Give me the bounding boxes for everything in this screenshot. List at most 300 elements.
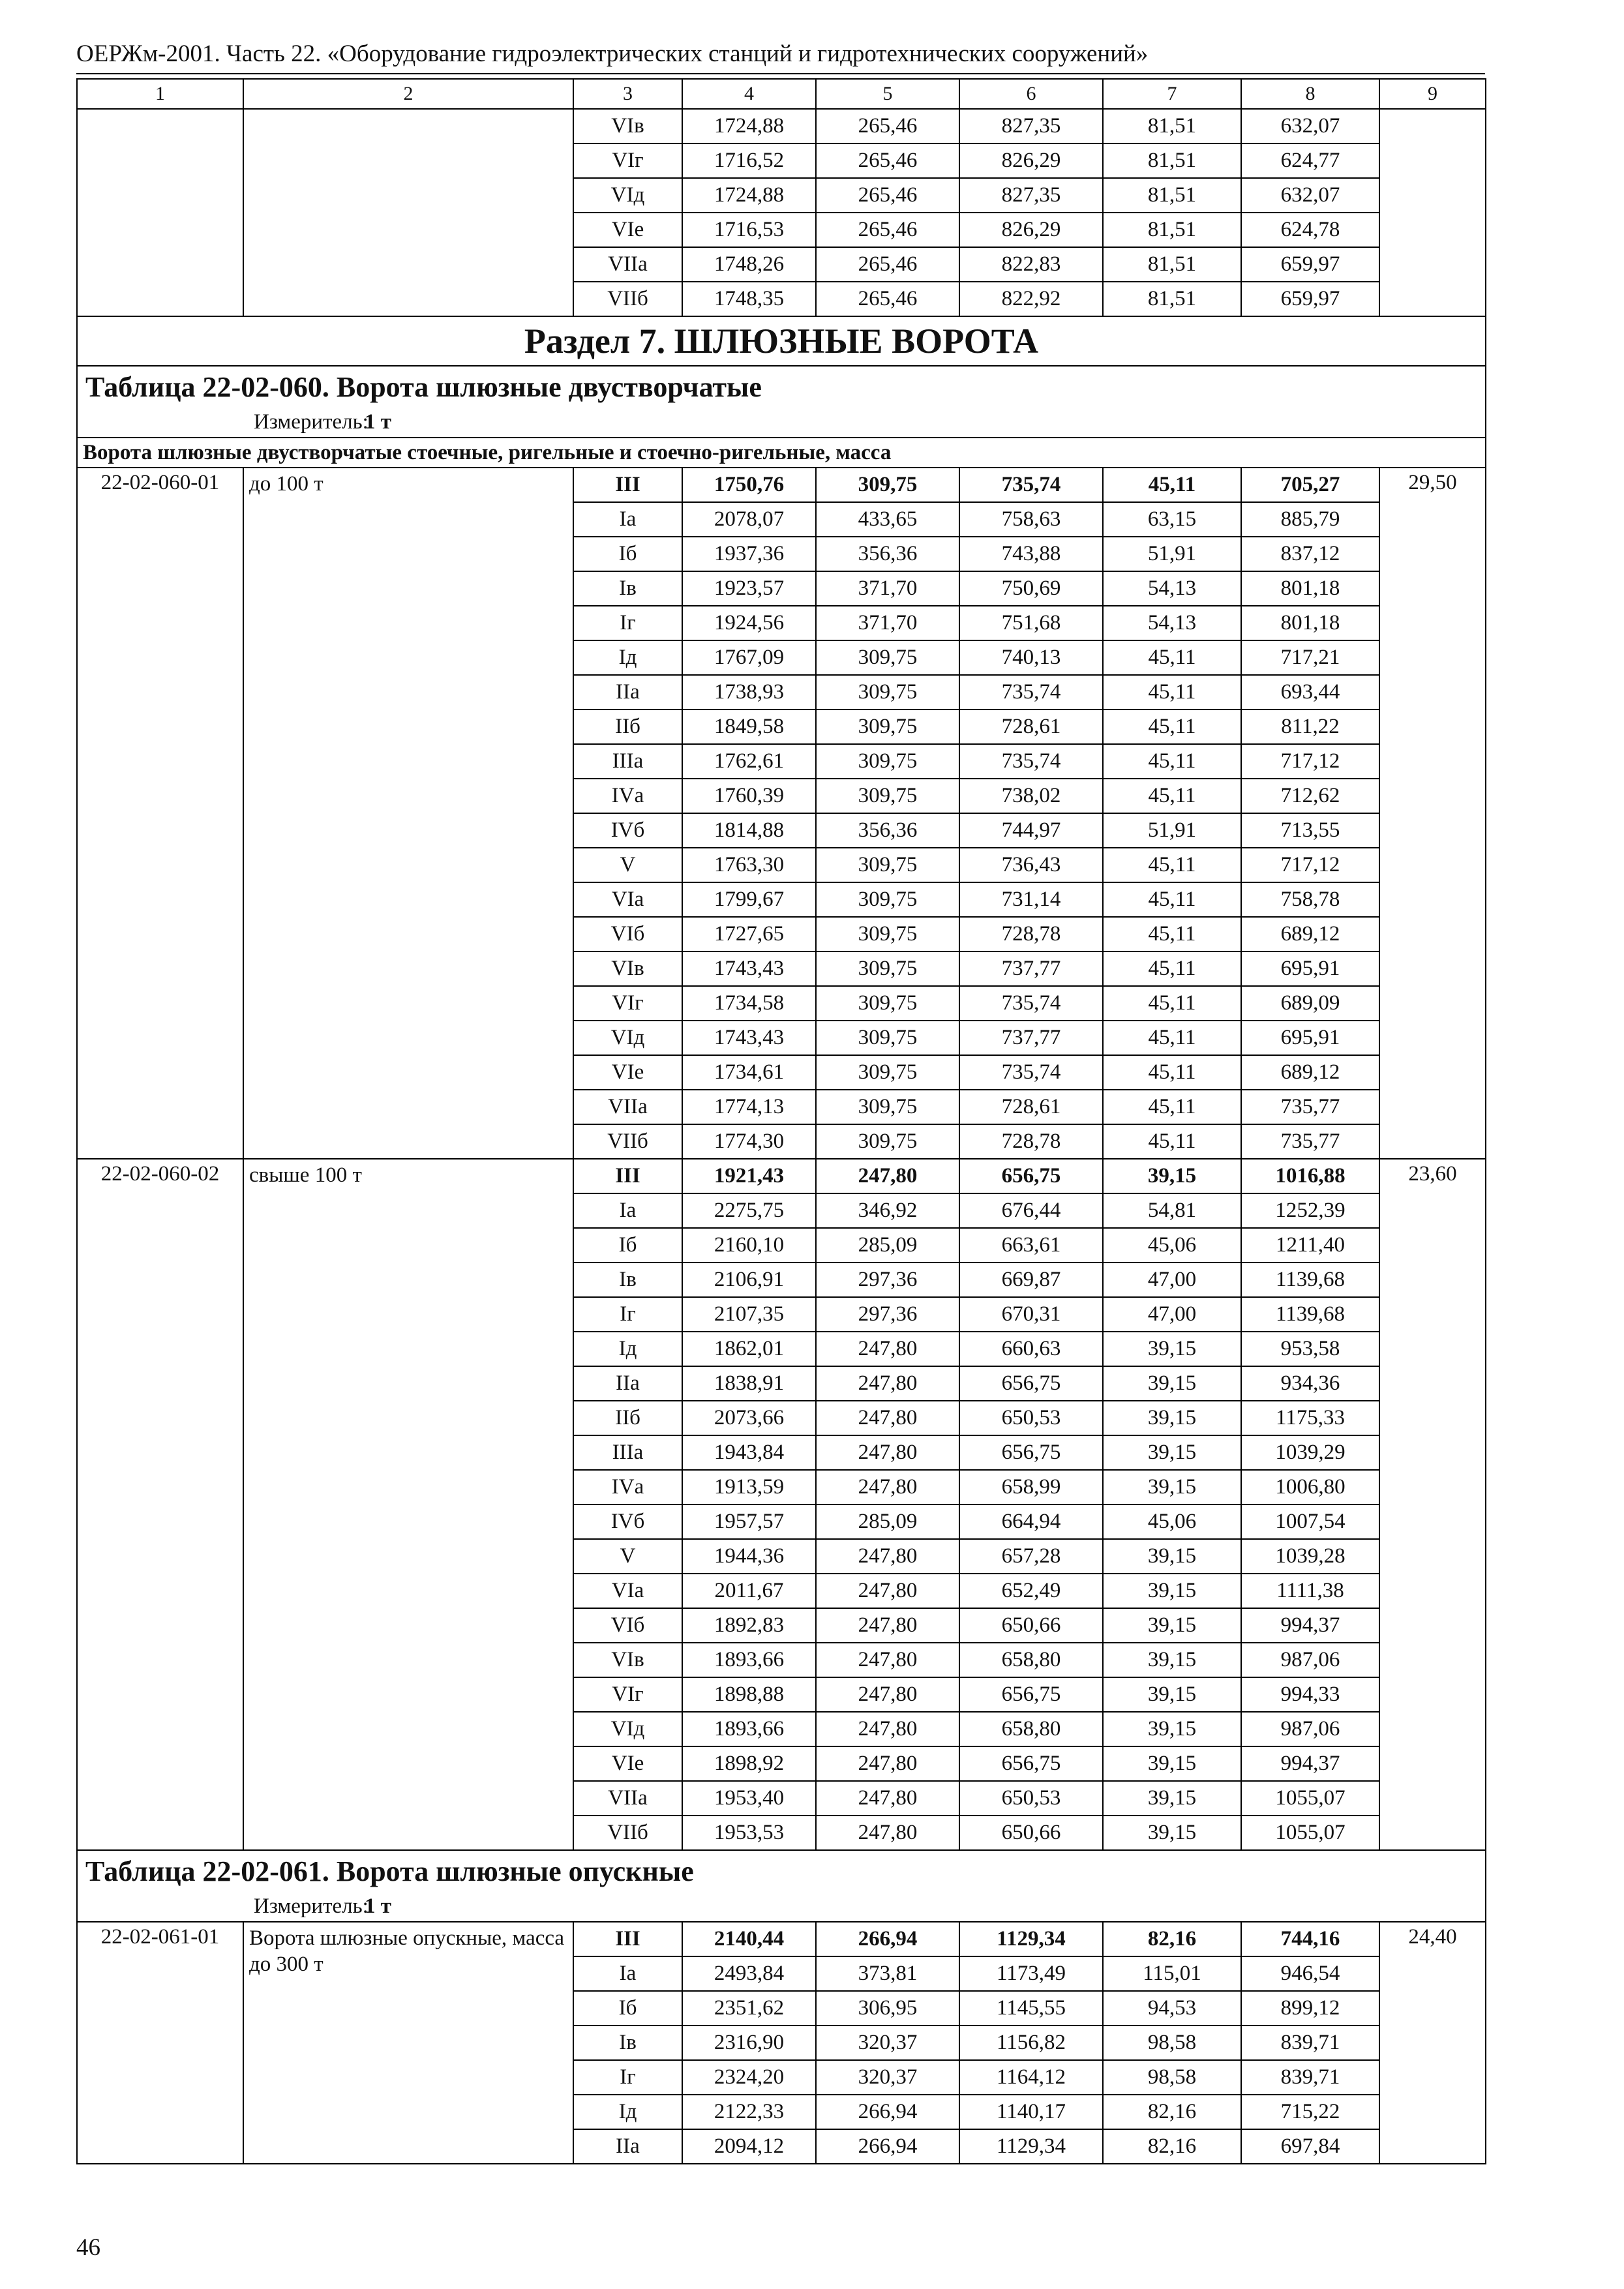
value-cell: 1743,43 — [682, 1021, 816, 1055]
value-cell: 1055,07 — [1241, 1816, 1379, 1850]
zone-cell: Iг — [573, 1297, 682, 1332]
value-cell: 265,46 — [816, 109, 959, 143]
value-cell: 309,75 — [816, 640, 959, 675]
value-cell: 1111,38 — [1241, 1574, 1379, 1608]
value-cell: 1924,56 — [682, 606, 816, 640]
value-cell: 247,80 — [816, 1539, 959, 1574]
value-cell: 1734,61 — [682, 1055, 816, 1090]
column-number: 9 — [1379, 79, 1486, 109]
value-cell: 839,71 — [1241, 2060, 1379, 2095]
zone-cell: VIв — [573, 951, 682, 986]
value-cell: 994,33 — [1241, 1677, 1379, 1712]
zone-cell: VIд — [573, 1021, 682, 1055]
value-cell: 265,46 — [816, 247, 959, 282]
value-cell: 624,77 — [1241, 143, 1379, 178]
value-cell: 650,66 — [959, 1816, 1103, 1850]
value-cell: 265,46 — [816, 178, 959, 213]
value-cell: 717,12 — [1241, 848, 1379, 882]
value-cell: 39,15 — [1103, 1746, 1241, 1781]
zone-cell: IIIа — [573, 744, 682, 779]
value-cell: 45,06 — [1103, 1228, 1241, 1263]
value-cell: 309,75 — [816, 1090, 959, 1124]
value-cell: 2493,84 — [682, 1956, 816, 1991]
value-cell: 309,75 — [816, 468, 959, 502]
value-cell: 656,75 — [959, 1435, 1103, 1470]
page-header: ОЕРЖм-2001. Часть 22. «Оборудование гидроэлектрических станций и гидротехнических сооружений» — [76, 40, 1149, 67]
zone-cell: VIе — [573, 213, 682, 247]
value-cell: 2351,62 — [682, 1991, 816, 2026]
value-cell: 51,91 — [1103, 813, 1241, 848]
table-row — [77, 468, 1486, 502]
value-cell: 715,22 — [1241, 2095, 1379, 2129]
value-cell: 658,80 — [959, 1712, 1103, 1746]
zone-cell: VIб — [573, 917, 682, 951]
value-cell: 735,74 — [959, 986, 1103, 1021]
section-title: Раздел 7. ШЛЮЗНЫЕ ВОРОТА — [77, 316, 1486, 366]
zone-cell: VIв — [573, 1643, 682, 1677]
name-cell-empty — [243, 109, 573, 316]
value-cell: 705,27 — [1241, 468, 1379, 502]
value-cell: 801,18 — [1241, 606, 1379, 640]
table-title-row — [77, 1850, 1486, 1891]
value-cell: 1957,57 — [682, 1504, 816, 1539]
value-cell: 266,94 — [816, 2095, 959, 2129]
value-cell: 750,69 — [959, 571, 1103, 606]
value-cell: 656,75 — [959, 1677, 1103, 1712]
value-cell: 738,02 — [959, 779, 1103, 813]
labor-cost: 24,40 — [1379, 1922, 1486, 2164]
value-cell: 2324,20 — [682, 2060, 816, 2095]
value-cell: 735,74 — [959, 1055, 1103, 1090]
value-cell: 247,80 — [816, 1366, 959, 1401]
labor-cost: 23,60 — [1379, 1159, 1486, 1850]
value-cell: 697,84 — [1241, 2129, 1379, 2164]
value-cell: 63,15 — [1103, 502, 1241, 537]
value-cell: 751,68 — [959, 606, 1103, 640]
rate-code: 22-02-061-01 — [77, 1922, 243, 2164]
table-title: Таблица 22-02-061. Ворота шлюзные опускные — [77, 1850, 1486, 1891]
value-cell: 663,61 — [959, 1228, 1103, 1263]
value-cell: 839,71 — [1241, 2026, 1379, 2060]
value-cell: 735,74 — [959, 468, 1103, 502]
value-cell: 1006,80 — [1241, 1470, 1379, 1504]
value-cell: 801,18 — [1241, 571, 1379, 606]
value-cell: 744,16 — [1241, 1922, 1379, 1956]
code-cell-empty — [77, 109, 243, 316]
zone-cell: VIIб — [573, 1816, 682, 1850]
value-cell: 1139,68 — [1241, 1297, 1379, 1332]
value-cell: 1944,36 — [682, 1539, 816, 1574]
value-cell: 81,51 — [1103, 178, 1241, 213]
value-cell: 2106,91 — [682, 1263, 816, 1297]
value-cell: 656,75 — [959, 1159, 1103, 1193]
value-cell: 1953,53 — [682, 1816, 816, 1850]
value-cell: 1763,30 — [682, 848, 816, 882]
value-cell: 98,58 — [1103, 2060, 1241, 2095]
zone-cell: VIг — [573, 143, 682, 178]
value-cell: 45,11 — [1103, 1055, 1241, 1090]
value-cell: 827,35 — [959, 109, 1103, 143]
value-cell: 656,75 — [959, 1366, 1103, 1401]
value-cell: 45,11 — [1103, 1090, 1241, 1124]
column-number: 7 — [1103, 79, 1241, 109]
value-cell: 1743,43 — [682, 951, 816, 986]
column-number: 1 — [77, 79, 243, 109]
rate-name: свыше 100 т — [243, 1159, 573, 1850]
value-cell: 822,92 — [959, 282, 1103, 316]
zone-cell: VIв — [573, 109, 682, 143]
value-cell: 115,01 — [1103, 1956, 1241, 1991]
value-cell: 1799,67 — [682, 882, 816, 917]
value-cell: 39,15 — [1103, 1159, 1241, 1193]
value-cell: 47,00 — [1103, 1263, 1241, 1297]
value-cell: 1055,07 — [1241, 1781, 1379, 1816]
value-cell: 1129,34 — [959, 1922, 1103, 1956]
value-cell: 81,51 — [1103, 143, 1241, 178]
zone-cell: IVа — [573, 1470, 682, 1504]
value-cell: 39,15 — [1103, 1677, 1241, 1712]
value-cell: 735,77 — [1241, 1090, 1379, 1124]
column-number: 6 — [959, 79, 1103, 109]
value-cell: 885,79 — [1241, 502, 1379, 537]
value-cell: 1913,59 — [682, 1470, 816, 1504]
value-cell: 82,16 — [1103, 2095, 1241, 2129]
value-cell: 247,80 — [816, 1574, 959, 1608]
value-cell: 837,12 — [1241, 537, 1379, 571]
value-cell: 737,77 — [959, 951, 1103, 986]
value-cell: 45,11 — [1103, 779, 1241, 813]
zone-cell: IVб — [573, 1504, 682, 1539]
column-number: 8 — [1241, 79, 1379, 109]
table-title: Таблица 22-02-060. Ворота шлюзные двустворчатые — [77, 366, 1486, 407]
value-cell: 433,65 — [816, 502, 959, 537]
value-cell: 1738,93 — [682, 675, 816, 710]
value-cell: 1748,35 — [682, 282, 816, 316]
value-cell: 1774,30 — [682, 1124, 816, 1159]
value-cell: 54,13 — [1103, 571, 1241, 606]
rate-code: 22-02-060-01 — [77, 468, 243, 1159]
value-cell: 39,15 — [1103, 1712, 1241, 1746]
value-cell: 2275,75 — [682, 1193, 816, 1228]
value-cell: 285,09 — [816, 1228, 959, 1263]
value-cell: 728,78 — [959, 917, 1103, 951]
value-cell: 247,80 — [816, 1401, 959, 1435]
value-cell: 758,78 — [1241, 882, 1379, 917]
value-cell: 1164,12 — [959, 2060, 1103, 2095]
value-cell: 247,80 — [816, 1816, 959, 1850]
value-cell: 1724,88 — [682, 178, 816, 213]
value-cell: 657,28 — [959, 1539, 1103, 1574]
unit-value: 1 т — [365, 410, 391, 434]
column-number: 5 — [816, 79, 959, 109]
zone-cell: VIб — [573, 1608, 682, 1643]
value-cell: 1211,40 — [1241, 1228, 1379, 1263]
value-cell: 735,74 — [959, 675, 1103, 710]
value-cell: 1716,53 — [682, 213, 816, 247]
value-cell: 689,12 — [1241, 917, 1379, 951]
value-cell: 45,11 — [1103, 951, 1241, 986]
table-title-row — [77, 366, 1486, 407]
unit-label: Измеритель: — [254, 410, 368, 434]
value-cell: 1921,43 — [682, 1159, 816, 1193]
value-cell: 1129,34 — [959, 2129, 1103, 2164]
value-cell: 371,70 — [816, 606, 959, 640]
table-row — [77, 109, 1486, 143]
value-cell: 247,80 — [816, 1608, 959, 1643]
value-cell: 994,37 — [1241, 1746, 1379, 1781]
value-cell: 1173,49 — [959, 1956, 1103, 1991]
value-cell: 39,15 — [1103, 1539, 1241, 1574]
value-cell: 2316,90 — [682, 2026, 816, 2060]
value-cell: 2011,67 — [682, 1574, 816, 1608]
value-cell: 899,12 — [1241, 1991, 1379, 2026]
value-cell: 1748,26 — [682, 247, 816, 282]
zone-cell: Iг — [573, 606, 682, 640]
labor-cell-empty — [1379, 109, 1486, 316]
value-cell: 320,37 — [816, 2060, 959, 2095]
zone-cell: VIа — [573, 1574, 682, 1608]
value-cell: 1923,57 — [682, 571, 816, 606]
value-cell: 373,81 — [816, 1956, 959, 1991]
value-cell: 1727,65 — [682, 917, 816, 951]
zone-cell: VIг — [573, 1677, 682, 1712]
value-cell: 247,80 — [816, 1712, 959, 1746]
value-cell: 728,78 — [959, 1124, 1103, 1159]
zone-cell: III — [573, 468, 682, 502]
value-cell: 309,75 — [816, 710, 959, 744]
value-cell: 1893,66 — [682, 1712, 816, 1746]
value-cell: 632,07 — [1241, 178, 1379, 213]
table-row — [77, 1922, 1486, 1956]
zone-cell: IIIа — [573, 1435, 682, 1470]
value-cell: 659,97 — [1241, 282, 1379, 316]
zone-cell: Iд — [573, 640, 682, 675]
rate-name: до 100 т — [243, 468, 573, 1159]
zone-cell: VIIа — [573, 1781, 682, 1816]
value-cell: 695,91 — [1241, 1021, 1379, 1055]
value-cell: 247,80 — [816, 1159, 959, 1193]
zone-cell: V — [573, 848, 682, 882]
value-cell: 247,80 — [816, 1643, 959, 1677]
value-cell: 717,21 — [1241, 640, 1379, 675]
zone-cell: Iд — [573, 2095, 682, 2129]
value-cell: 712,62 — [1241, 779, 1379, 813]
zone-cell: V — [573, 1539, 682, 1574]
zone-cell: III — [573, 1159, 682, 1193]
table-row — [77, 1159, 1486, 1193]
rate-name: Ворота шлюзные опускные, масса до 300 т — [243, 1922, 573, 2164]
value-cell: 45,11 — [1103, 640, 1241, 675]
unit-cell — [77, 1891, 1486, 1922]
value-cell: 39,15 — [1103, 1401, 1241, 1435]
value-cell: 98,58 — [1103, 2026, 1241, 2060]
value-cell: 1039,29 — [1241, 1435, 1379, 1470]
value-cell: 689,09 — [1241, 986, 1379, 1021]
value-cell: 2073,66 — [682, 1401, 816, 1435]
value-cell: 309,75 — [816, 744, 959, 779]
zone-cell: IIа — [573, 675, 682, 710]
value-cell: 1724,88 — [682, 109, 816, 143]
value-cell: 2140,44 — [682, 1922, 816, 1956]
value-cell: 309,75 — [816, 917, 959, 951]
value-cell: 45,11 — [1103, 675, 1241, 710]
value-cell: 82,16 — [1103, 1922, 1241, 1956]
zone-cell: IVа — [573, 779, 682, 813]
value-cell: 669,87 — [959, 1263, 1103, 1297]
value-cell: 265,46 — [816, 282, 959, 316]
zone-cell: VIг — [573, 986, 682, 1021]
value-cell: 650,66 — [959, 1608, 1103, 1643]
zone-cell: VIд — [573, 178, 682, 213]
value-cell: 826,29 — [959, 143, 1103, 178]
value-cell: 247,80 — [816, 1746, 959, 1781]
zone-cell: Iб — [573, 537, 682, 571]
value-cell: 656,75 — [959, 1746, 1103, 1781]
zone-cell: Iв — [573, 571, 682, 606]
value-cell: 1750,76 — [682, 468, 816, 502]
value-cell: 1716,52 — [682, 143, 816, 178]
value-cell: 650,53 — [959, 1781, 1103, 1816]
value-cell: 1762,61 — [682, 744, 816, 779]
value-cell: 1893,66 — [682, 1643, 816, 1677]
value-cell: 247,80 — [816, 1332, 959, 1366]
value-cell: 2107,35 — [682, 1297, 816, 1332]
value-cell: 306,95 — [816, 1991, 959, 2026]
value-cell: 658,80 — [959, 1643, 1103, 1677]
value-cell: 309,75 — [816, 951, 959, 986]
value-cell: 826,29 — [959, 213, 1103, 247]
value-cell: 45,11 — [1103, 917, 1241, 951]
value-cell: 1760,39 — [682, 779, 816, 813]
value-cell: 713,55 — [1241, 813, 1379, 848]
value-cell: 247,80 — [816, 1470, 959, 1504]
value-cell: 1953,40 — [682, 1781, 816, 1816]
column-number: 3 — [573, 79, 682, 109]
value-cell: 309,75 — [816, 1021, 959, 1055]
zone-cell: IIа — [573, 1366, 682, 1401]
unit-value: 1 т — [365, 1894, 391, 1918]
value-cell: 266,94 — [816, 2129, 959, 2164]
value-cell: 728,61 — [959, 1090, 1103, 1124]
unit-row — [77, 407, 1486, 438]
value-cell: 2094,12 — [682, 2129, 816, 2164]
value-cell: 743,88 — [959, 537, 1103, 571]
rates-table — [76, 78, 1486, 2164]
value-cell: 51,91 — [1103, 537, 1241, 571]
header-rule — [76, 73, 1485, 74]
value-cell: 297,36 — [816, 1263, 959, 1297]
value-cell: 309,75 — [816, 882, 959, 917]
value-cell: 309,75 — [816, 986, 959, 1021]
zone-cell: IIб — [573, 710, 682, 744]
zone-cell: Iг — [573, 2060, 682, 2095]
value-cell: 670,31 — [959, 1297, 1103, 1332]
value-cell: 1016,88 — [1241, 1159, 1379, 1193]
value-cell: 297,36 — [816, 1297, 959, 1332]
value-cell: 94,53 — [1103, 1991, 1241, 2026]
value-cell: 45,11 — [1103, 744, 1241, 779]
value-cell: 758,63 — [959, 502, 1103, 537]
value-cell: 735,77 — [1241, 1124, 1379, 1159]
value-cell: 39,15 — [1103, 1332, 1241, 1366]
value-cell: 47,00 — [1103, 1297, 1241, 1332]
value-cell: 45,11 — [1103, 1124, 1241, 1159]
value-cell: 1734,58 — [682, 986, 816, 1021]
zone-cell: VIе — [573, 1055, 682, 1090]
value-cell: 659,97 — [1241, 247, 1379, 282]
rate-code: 22-02-060-02 — [77, 1159, 243, 1850]
zone-cell: VIд — [573, 1712, 682, 1746]
zone-cell: VIIа — [573, 1090, 682, 1124]
value-cell: 676,44 — [959, 1193, 1103, 1228]
value-cell: 827,35 — [959, 178, 1103, 213]
value-cell: 54,13 — [1103, 606, 1241, 640]
value-cell: 1139,68 — [1241, 1263, 1379, 1297]
zone-cell: Iв — [573, 1263, 682, 1297]
section-title-row — [77, 316, 1486, 366]
value-cell: 265,46 — [816, 143, 959, 178]
value-cell: 2160,10 — [682, 1228, 816, 1263]
value-cell: 265,46 — [816, 213, 959, 247]
zone-cell: Iв — [573, 2026, 682, 2060]
value-cell: 320,37 — [816, 2026, 959, 2060]
value-cell: 1892,83 — [682, 1608, 816, 1643]
value-cell: 1898,88 — [682, 1677, 816, 1712]
value-cell: 285,09 — [816, 1504, 959, 1539]
value-cell: 1767,09 — [682, 640, 816, 675]
value-cell: 744,97 — [959, 813, 1103, 848]
value-cell: 1140,17 — [959, 2095, 1103, 2129]
value-cell: 934,36 — [1241, 1366, 1379, 1401]
value-cell: 735,74 — [959, 744, 1103, 779]
zone-cell: IIб — [573, 1401, 682, 1435]
column-number-row — [77, 79, 1486, 109]
zone-cell: VIIб — [573, 1124, 682, 1159]
value-cell: 54,81 — [1103, 1193, 1241, 1228]
value-cell: 39,15 — [1103, 1366, 1241, 1401]
value-cell: 664,94 — [959, 1504, 1103, 1539]
subheading-row — [77, 438, 1486, 468]
zone-cell: VIа — [573, 882, 682, 917]
value-cell: 1145,55 — [959, 1991, 1103, 2026]
value-cell: 987,06 — [1241, 1712, 1379, 1746]
column-number: 2 — [243, 79, 573, 109]
subheading: Ворота шлюзные двустворчатые стоечные, ригельные и стоечно-ригельные, масса — [77, 438, 1486, 468]
value-cell: 309,75 — [816, 1124, 959, 1159]
value-cell: 39,15 — [1103, 1574, 1241, 1608]
value-cell: 309,75 — [816, 1055, 959, 1090]
value-cell: 45,11 — [1103, 848, 1241, 882]
value-cell: 822,83 — [959, 247, 1103, 282]
value-cell: 39,15 — [1103, 1470, 1241, 1504]
value-cell: 695,91 — [1241, 951, 1379, 986]
value-cell: 266,94 — [816, 1922, 959, 1956]
value-cell: 1862,01 — [682, 1332, 816, 1366]
value-cell: 736,43 — [959, 848, 1103, 882]
value-cell: 81,51 — [1103, 109, 1241, 143]
value-cell: 953,58 — [1241, 1332, 1379, 1366]
value-cell: 1849,58 — [682, 710, 816, 744]
value-cell: 1898,92 — [682, 1746, 816, 1781]
zone-cell: IVб — [573, 813, 682, 848]
value-cell: 1175,33 — [1241, 1401, 1379, 1435]
unit-cell — [77, 407, 1486, 438]
value-cell: 82,16 — [1103, 2129, 1241, 2164]
value-cell: 737,77 — [959, 1021, 1103, 1055]
value-cell: 81,51 — [1103, 282, 1241, 316]
value-cell: 45,11 — [1103, 468, 1241, 502]
zone-cell: VIе — [573, 1746, 682, 1781]
